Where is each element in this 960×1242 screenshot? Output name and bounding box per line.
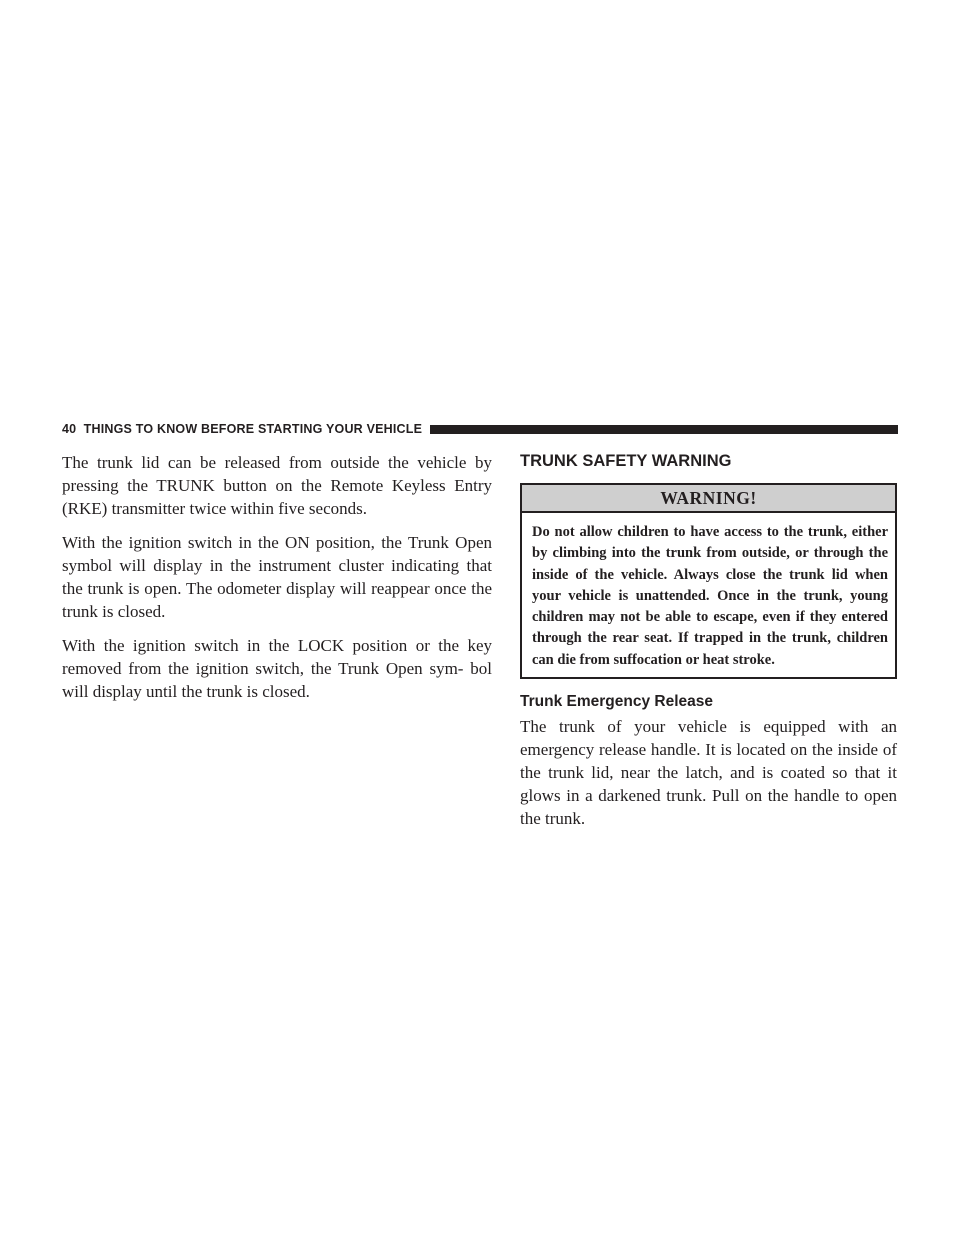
left-column xyxy=(62,451,492,714)
section-title: TRUNK SAFETY WARNING xyxy=(520,452,732,470)
page-number: 40 xyxy=(62,422,77,436)
paragraph-ignition-lock: With the ignition switch in the LOCK position or the key removed from the ignition switch, the Trunk Open sym- bol will display until the trunk is closed. xyxy=(62,636,492,701)
warning-label: WARNING! xyxy=(522,485,895,513)
warning-box xyxy=(520,483,897,679)
page-header-text xyxy=(62,422,422,436)
emergency-release-text: The trunk of your vehicle is equipped with an emergency release handle. It is located on the inside of the trunk lid, near the latch, and is coated so that it glows in a darkened trunk. Pull on the handle to open the trunk. xyxy=(520,717,897,829)
paragraph-ignition-on: With the ignition switch in the ON position, the Trunk Open symbol will display in the instrument cluster indicating that the trunk is open. The odometer display will reappear once the trunk is closed. xyxy=(62,533,492,621)
warning-text: Do not allow children to have access to the trunk, either by climbing into the trunk from outside, or through the inside of the vehicle. Always close the trunk lid when your vehicle is unattended. Once in the trunk, young children may not be able to escape, even if they entered through the rear seat. If trapped in the trunk, children can die from suffocation or heat stroke. xyxy=(532,524,888,668)
right-column xyxy=(520,451,897,830)
header-rule xyxy=(430,425,898,434)
page-header xyxy=(62,419,898,439)
subsection-title: Trunk Emergency Release xyxy=(520,693,713,711)
chapter-title: THINGS TO KNOW BEFORE STARTING YOUR VEHICLE xyxy=(83,422,423,436)
paragraph-trunk-release: The trunk lid can be released from outside the vehicle by pressing the TRUNK button on the Remote Keyless Entry (RKE) transmitter twice within five seconds. xyxy=(62,453,492,518)
